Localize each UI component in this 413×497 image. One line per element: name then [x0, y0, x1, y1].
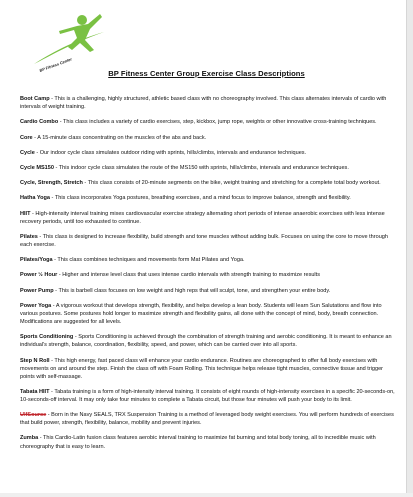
class-entry [20, 434, 395, 450]
class-entry [20, 134, 395, 142]
page-bottom-edge [0, 493, 413, 497]
class-entry [20, 287, 395, 295]
class-description: - This Cardio-Latin fusion class features aerobic interval training to maximize fat burning and total body toning, all to incredible music with choreography that is easy to learn. [20, 435, 376, 450]
class-description: - This is a challenging, highly structured, athletic based class with no choreography involved. This class alternates intervals of cardio with intervals of weight training. [20, 96, 387, 111]
class-entry [20, 256, 395, 264]
class-name: Step N Roll [20, 357, 50, 364]
logo-figure-head [77, 15, 87, 25]
class-entry [20, 95, 395, 111]
class-entry [20, 149, 395, 157]
class-entry [20, 411, 395, 427]
class-entry [20, 271, 395, 279]
class-name: Cardio Combo [20, 119, 59, 126]
class-description: - Born in the Navy SEALS, TRX Suspension Training is a method of leveraged body weight exercises. You will perform hundreds of exercises that build power, strength, flexibility, balance, mobility and prevent injuries. [20, 412, 394, 427]
class-entry [20, 210, 395, 226]
class-description: - This class combines techniques and movements form Mat Pilates and Yoga. [52, 257, 245, 264]
class-description: - This class consists of 20-minute segments on the bike, weight training and stretching for a complete total body workout. [82, 180, 381, 187]
class-entry [20, 357, 395, 381]
class-name: Cycle, Strength, Stretch [20, 180, 83, 187]
class-description: - This class incorporates Yoga postures, breathing exercises, and a mind focus to improve balance, strength and flexibility. [50, 195, 351, 202]
class-name: Zumba [20, 435, 39, 442]
class-name: Hatha Yoga [20, 195, 51, 202]
class-name: Power Pump [20, 287, 54, 294]
class-description: - This indoor cycle class simulates the route of the MS150 with sprints, hills/climbs, intervals and endurance techniques. [53, 164, 349, 171]
page-title: BP Fitness Center Group Exercise Class Descriptions [108, 69, 305, 78]
class-entry [20, 388, 395, 404]
class-name: UlfSource [20, 412, 47, 419]
class-entry [20, 179, 395, 187]
logo-text: BP Fitness Center [38, 56, 73, 73]
class-name: HIIT [20, 210, 31, 217]
class-description: - This class includes a variety of cardio exercises, step, kickbox, jump rope, weights or other innovative cross-training techniques. [58, 119, 377, 126]
class-description: - This is barbell class focuses on low weight and high reps that will sculpt, tone, and strengthen your entire body. [53, 287, 331, 294]
class-name: Pilates [20, 233, 38, 240]
class-name: Boot Camp [20, 96, 50, 102]
class-description: - Our indoor cycle class simulates outdoor riding with sprints, hills/climbs, intervals and endurance techniques. [34, 149, 307, 156]
class-entry [20, 233, 395, 249]
class-description: - Higher and intense level class that uses intense cardio intervals with strength training to maximize results [57, 272, 320, 279]
class-entry [20, 118, 395, 126]
class-entry [20, 194, 395, 202]
class-description: - Sports Conditioning is achieved through the combination of strength training and aerobic conditioning. It is meant to enhance an individual's strength, balance, coordination, flexibility, speed, and power, which can be carried over into all sports. [20, 334, 392, 349]
class-name: Pilates/Yoga [20, 257, 53, 264]
class-entry [20, 164, 395, 172]
class-description: - This high energy, fast paced class will enhance your cardio endurance. Routines are choreographed to offer full body exercises with movements on and around the step. Finish the class off with Foam Rolling. This technique helps release tight muscles, connective tissue and trigger points with self-massage. [20, 357, 384, 380]
class-description: - This class is designed to increase flexibility, build strength and tone muscles without adding bulk. Focuses on using the core to move through each exercise. [20, 233, 388, 249]
class-description: - A vigorous workout that develops strength, flexibility, and helps develop a lean body. Students will learn Sun Salutations and flow into various postures. Some postures hold longer to maximize strength and flexibility gains, all done with the concept of mind, body, breath connection. Modifications are suggested for all levels. [20, 302, 382, 326]
class-description: - A 15-minute class concentrating on the muscles of the abs and back. [32, 134, 207, 141]
class-name: Core [20, 134, 33, 141]
class-name: Tabata HIIT [20, 388, 50, 395]
class-name: Sports Conditioning [20, 334, 74, 341]
class-name: Cycle [20, 149, 35, 156]
class-description: - High-intensity interval training mixes cardiovascular exercise strategy alternating short periods of intense anaerobic exercises with less intense recovery periods, until too exhausted to continue. [20, 210, 385, 225]
class-list [20, 95, 395, 458]
class-entry [20, 302, 395, 326]
class-name: Cycle MS150 [20, 164, 54, 171]
class-entry [20, 333, 395, 349]
class-name: Power Yoga [20, 302, 52, 309]
class-description: - Tabata training is a form of high-intensity interval training. It consists of eight rounds of high-intensity exercises in a specific 20-seconds-on, 10-seconds-off interval. It may only take four minutes to complete a Tabata circuit, but those four minutes will push your body to its limit. [20, 388, 395, 403]
class-name: Power ½ Hour [20, 272, 58, 279]
bp-fitness-logo [30, 10, 110, 74]
